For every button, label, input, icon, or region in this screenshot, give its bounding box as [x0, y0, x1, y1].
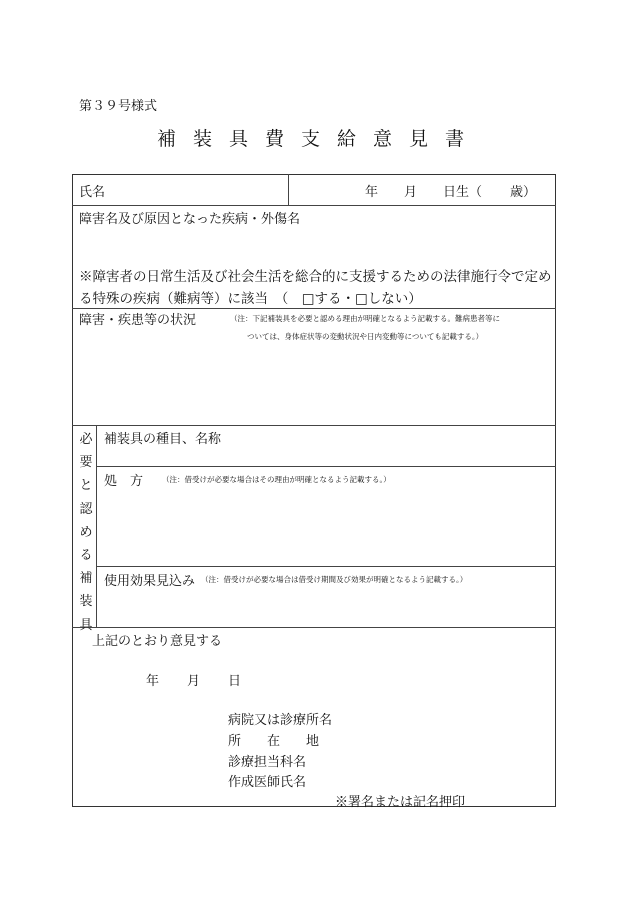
intractable-disease-choice: る特殊の疾病（難病等）に該当 （ □する・□しない）	[79, 291, 422, 307]
side-char: 装	[79, 594, 93, 610]
prescription-note: （注：借受けが必要な場合はその理由が明確となるよう記載する。）	[162, 475, 391, 484]
document-title: 補装具費支給意見書	[156, 128, 481, 150]
rule-prescription	[96, 566, 556, 567]
date-year-label: 年	[146, 674, 160, 689]
age-label: 歳）	[510, 185, 537, 200]
birth-year-label: 年	[365, 185, 379, 200]
address-label: 所 在 地	[228, 734, 320, 749]
rule-side-column	[96, 425, 97, 627]
date-month-label: 月	[187, 674, 201, 689]
side-char: 認	[79, 501, 93, 517]
disability-label: 障害名及び原因となった疾病・外傷名	[79, 212, 301, 227]
side-char: 具	[79, 617, 93, 633]
status-label: 障害・疾患等の状況	[79, 313, 197, 328]
device-type-label: 補装具の種目、名称	[104, 432, 222, 447]
rule-status	[72, 425, 556, 426]
date-day-label: 日	[228, 674, 242, 689]
side-char: 補	[79, 571, 93, 587]
rule-name-row	[72, 205, 556, 206]
intractable-disease-note: ※障害者の日常生活及び社会生活を総合的に支援するための法律施行令で定め	[79, 269, 552, 285]
rule-effect	[72, 627, 556, 628]
effect-label: 使用効果見込み	[104, 574, 196, 589]
rule-name-divider	[288, 174, 289, 205]
doctor-name-label: 作成医師氏名	[228, 775, 307, 790]
department-label: 診療担当科名	[228, 755, 307, 770]
birth-month-label: 月	[404, 185, 418, 200]
prescription-label: 処 方	[104, 474, 144, 489]
name-label: 氏名	[79, 185, 106, 200]
status-note-line1: （注：下記補装具を必要と認める理由が明確となるよう記載する。難病患者等に	[230, 314, 500, 323]
birth-day-label: 日生（	[443, 185, 483, 200]
form-number: 第３９号様式	[79, 99, 158, 114]
required-device-side-label	[76, 428, 96, 637]
side-char: る	[79, 548, 93, 564]
side-char: と	[79, 478, 93, 494]
side-char: め	[79, 524, 93, 540]
signature-note: ※署名または記名押印	[335, 795, 466, 810]
declaration-text: 上記のとおり意見する	[92, 634, 223, 649]
hospital-label: 病院又は診療所名	[228, 713, 333, 728]
side-char: 要	[79, 455, 93, 471]
side-char: 必	[79, 432, 93, 447]
rule-device-type	[96, 466, 556, 467]
status-note-line2: ついては、身体症状等の変動状況や日内変動等についても記載する。）	[247, 332, 484, 341]
effect-note: （注：借受けが必要な場合は借受け期間及び効果が明確となるよう記載する。）	[201, 575, 468, 584]
